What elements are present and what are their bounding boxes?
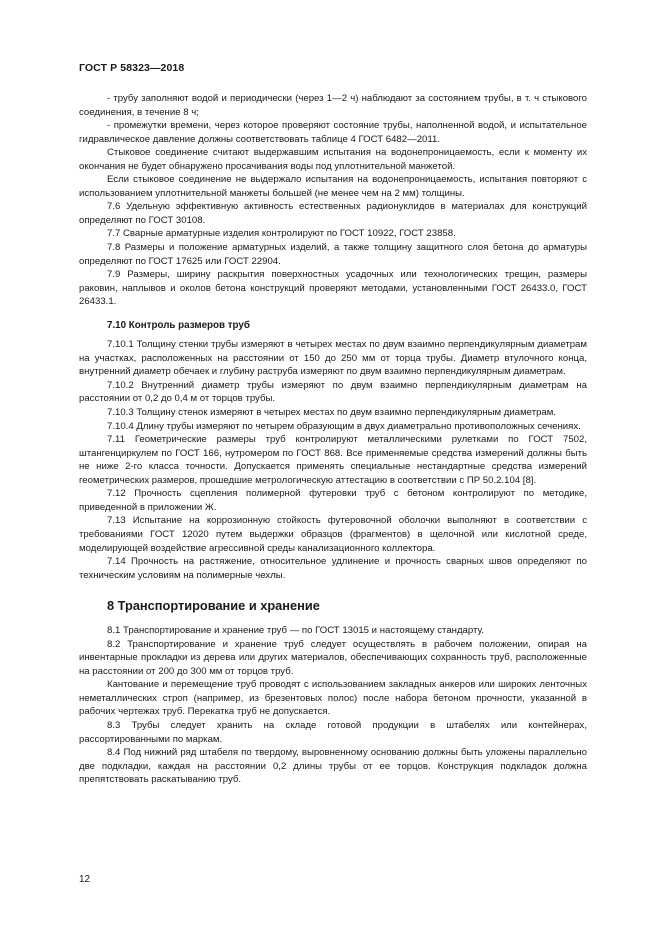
paragraph: 7.9 Размеры, ширину раскрытия поверхностных усадочных или технологических трещин, размеры раковин, наплывов и околов бетона конструкций проверяют методами, установленными ГОСТ 26433.0, ГОСТ 26433.1. xyxy=(79,269,587,308)
paragraph: 7.10.4 Длину трубы измеряют по четырем образующим в двух диаметрально противоположных сечениях. xyxy=(107,420,581,432)
paragraph: 7.10.2 Внутренний диаметр трубы измеряют по двум взаимно перпендикулярным диаметрам на расстоянии от 0,2 до 0,4 м от торцов трубы. xyxy=(79,379,587,405)
paragraph: 7.14 Прочность на растяжение, относительное удлинение и прочность сварных швов определяют по техническим условиям на полимерные чехлы. xyxy=(79,556,587,581)
paragraph: 7.11 Геометрические размеры труб контролируют металлическими рулетками по ГОСТ 7502, штангенциркулем по ГОСТ 166, нутромером по ГОСТ 868. Все применяемые средства измерений должны быть не ниже 2-го класса точности. Допускается применять специальные нестандартные средства измерений геометрических размеров, прошедшие метрологическую аттестацию в соответствии с ПР 50.2.104 [8]. xyxy=(79,434,587,486)
paragraph: 8.4 Под нижний ряд штабеля по твердому, выровненному основанию должны быть уложены параллельно две подкладки, каждая на расстоянии 0,2 длины трубы от ее торцов. Конструкция подкладок должна препятствовать раскатыванию труб. xyxy=(79,747,587,786)
paragraph: Если стыковое соединение не выдержало испытания на водонепроницаемость, испытания повторяют с использованием уплотнительной манжеты большей (не менее чем на 2 мм) толщины. xyxy=(79,174,587,199)
paragraph: 7.10.3 Толщину стенок измеряют в четырех местах по двум взаимно перпендикулярным диаметрам. xyxy=(107,407,557,419)
section-heading-8: 8 Транспортирование и хранение xyxy=(107,598,320,614)
paragraph: 8.2 Транспортирование и хранение труб следует осуществлять в рабочем положении, опирая на инвентарные прокладки из дерева или других материалов, обеспечивающих сохранность труб, расположенные на расстоянии от 200 до 300 мм от торцов труб. xyxy=(79,638,587,677)
paragraph: 7.12 Прочность сцепления полимерной футеровки труб с бетоном контролируют по методике, приведенной в приложении Ж. xyxy=(79,488,587,513)
paragraph: 7.7 Сварные арматурные изделия контролируют по ГОСТ 10922, ГОСТ 23858. xyxy=(107,228,456,240)
paragraph: 8.3 Трубы следует хранить на складе готовой продукции в штабелях или контейнерах, рассортированными по маркам. xyxy=(79,719,587,745)
paragraph: - промежутки времени, через которое проверяют состояние трубы, наполненной водой, и испытательное гидравлическое давление должны соответствовать таблице 4 ГОСТ 6482—2011. xyxy=(79,120,587,145)
paragraph: Кантование и перемещение труб проводят с использованием закладных анкеров или широких ленточных неметаллических строп (например, из брезентовых полос) после набора бетоном прочности, указанной в рабочих чертежах труб. Перекатка труб не допускается. xyxy=(79,679,587,718)
paragraph: 7.13 Испытание на коррозионную стойкость футеровочной оболочки выполняют в соответствии с требованиями ГОСТ 12020 путем выдержки образцов (фрагментов) в щелочной или кислотной среде, моделирующей воздействие агрессивной среды канализационного коллектора. xyxy=(79,515,587,554)
paragraph: Стыковое соединение считают выдержавшим испытания на водонепроницаемость, если к моменту их окончания не будет обнаружено просачивания воды под уплотнительной манжетой. xyxy=(79,147,587,172)
document-header: ГОСТ Р 58323—2018 xyxy=(79,62,185,74)
paragraph: 7.8 Размеры и положение арматурных изделий, а также толщину защитного слоя бетона до арматуры определяют по ГОСТ 17625 или ГОСТ 22904. xyxy=(79,242,587,267)
paragraph: 7.6 Удельную эффективную активность естественных радионуклидов в материалах для конструкций определяют по ГОСТ 30108. xyxy=(79,201,587,226)
paragraph: 8.1 Транспортирование и хранение труб — по ГОСТ 13015 и настоящему стандарту. xyxy=(107,625,485,637)
page-content xyxy=(79,92,587,787)
page-number: 12 xyxy=(79,874,91,885)
paragraph: 7.10.1 Толщину стенки трубы измеряют в четырех местах по двум взаимно перпендикулярным диаметрам на участках, расположенных на расстоянии от 150 до 250 мм от торца трубы. Диаметр втулочного конца, внутренний диаметр обечаек и глубину раструба измеряют по двум взаимно перпендикулярным диаметрам. xyxy=(79,339,587,378)
paragraph: - трубу заполняют водой и периодически (через 1—2 ч) наблюдают за состоянием трубы, в т. ч стыкового соединения, в течение 8 ч; xyxy=(79,93,587,118)
section-heading-7-10: 7.10 Контроль размеров труб xyxy=(107,319,250,331)
